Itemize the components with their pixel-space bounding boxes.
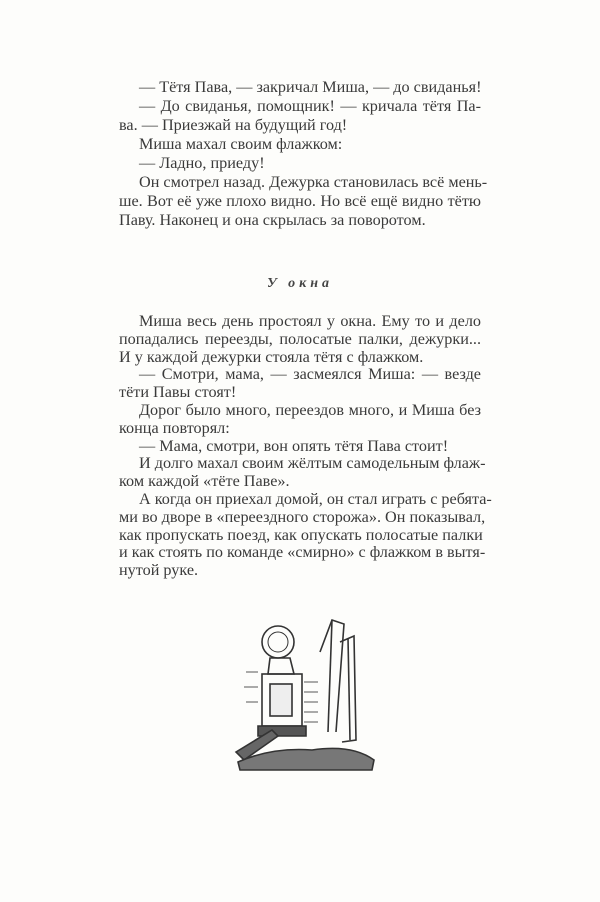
text-line: ми во дворе в «переездного сторожа». Он показывал, bbox=[119, 507, 486, 526]
text-line: И у каждой дежурки стояла тётя с флажком. bbox=[119, 347, 424, 366]
text-line: как пропускать поезд, как опускать полосатые палки bbox=[119, 525, 483, 544]
chapter-heading: У окна bbox=[266, 276, 334, 291]
text-line: — Смотри, мама, — засмеялся Миша: — везде bbox=[139, 365, 481, 384]
text-section-1 bbox=[119, 78, 488, 230]
text-line: Миша махал своим флажком: bbox=[139, 135, 343, 153]
text-line: И долго махал своим жёлтым самодельным флаж- bbox=[139, 454, 486, 473]
text-line: Паву. Наконец и она скрылась за поворотом. bbox=[119, 211, 426, 229]
text-line: — Мама, смотри, вон опять тётя Пава стоит! bbox=[139, 436, 449, 455]
text-line: тёти Павы стоят! bbox=[119, 383, 237, 402]
text-line: ком каждой «тёте Паве». bbox=[119, 472, 290, 491]
text-line: конца повторял: bbox=[119, 418, 230, 437]
text-line: ва. — Приезжай на будущий год! bbox=[119, 116, 348, 134]
text-line: попадались переезды, полосатые палки, дежурки... bbox=[119, 329, 481, 348]
text-line: — Ладно, приеду! bbox=[139, 154, 265, 172]
text-line: Дорог было много, переездов много, и Миша без bbox=[139, 400, 481, 419]
text-line: нутой руке. bbox=[119, 561, 199, 580]
text-section-2 bbox=[119, 312, 492, 580]
lantern-illustration bbox=[232, 612, 378, 774]
text-line: А когда он приехал домой, он стал играть с ребята- bbox=[139, 489, 492, 508]
text-line: — Тётя Пава, — закричал Миша, — до свиданья! bbox=[139, 78, 482, 96]
text-line: ше. Вот её уже плохо видно. Но всё ещё видно тётю bbox=[119, 192, 481, 210]
text-line: — До свиданья, помощник! — кричала тётя Па- bbox=[139, 97, 481, 115]
text-line: Он смотрел назад. Дежурка становилась всё мень- bbox=[139, 173, 488, 191]
text-line: Миша весь день простоял у окна. Ему то и дело bbox=[139, 312, 481, 330]
text-line: и как стоять по команде «смирно» с флажком в вытя- bbox=[119, 543, 486, 562]
